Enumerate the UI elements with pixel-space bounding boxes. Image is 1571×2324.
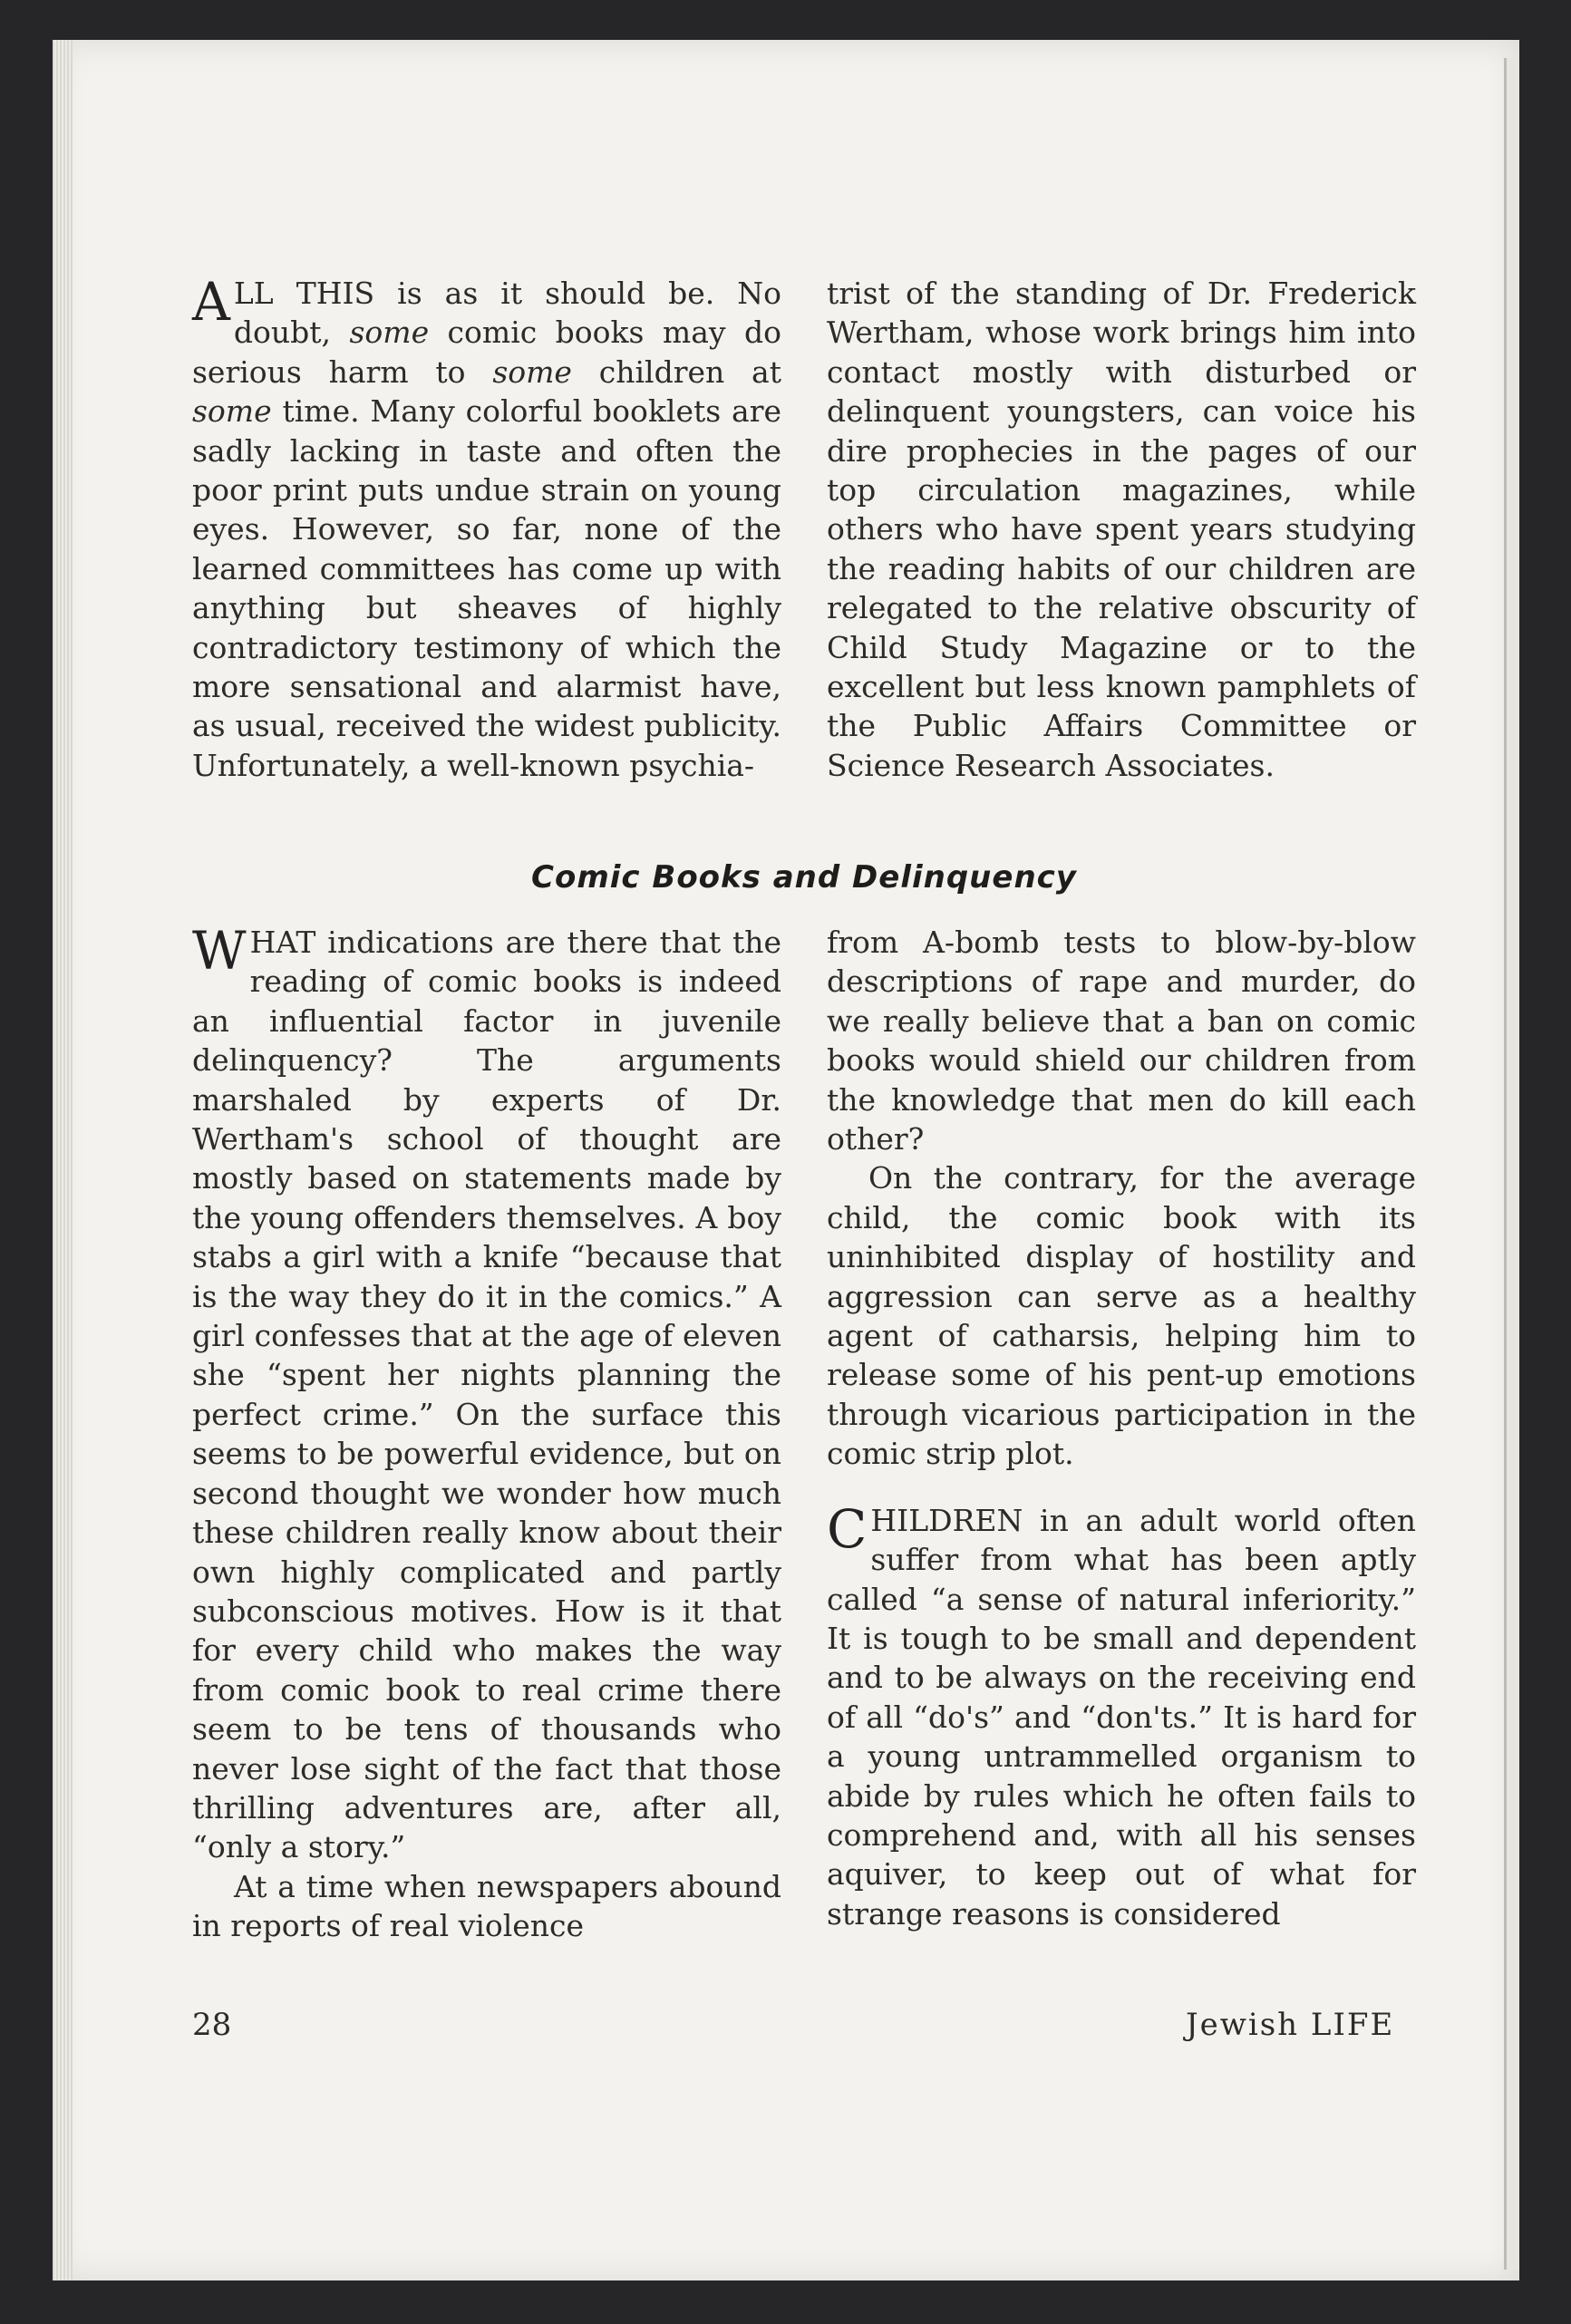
binding-gutter bbox=[1504, 58, 1519, 2270]
paragraph: At a time when newspapers abound in reports of real violence bbox=[192, 1868, 781, 1944]
column-bottom-left bbox=[192, 920, 781, 1946]
text-segment: children at bbox=[571, 353, 781, 390]
paragraph bbox=[827, 1497, 1416, 1933]
paragraph bbox=[192, 920, 781, 1867]
paragraph: On the contrary, for the average child, the comic book with its uninhibited display of hostility and aggression can serve as a healthy agent of catharsis, helping him to release some of his pent-up emotions through vicarious participation in the comic strip plot. bbox=[827, 1160, 1416, 1472]
emphasis: some bbox=[192, 393, 272, 430]
lead-in: HILDREN bbox=[870, 1502, 1023, 1538]
text-segment: time. Many colorful booklets are sadly lacking in taste and often the poor print puts undue strain on young eyes. However, so far, none of the learned committees has come up with anything but sheaves of highly contradictory testimony of which the more sensational and alarmist have, as usual, received the widest publicity. Unfortunately, a well-known psychia- bbox=[192, 393, 781, 783]
column-bottom-right bbox=[827, 923, 1416, 1933]
page-edge bbox=[53, 40, 73, 2280]
emphasis: some bbox=[349, 315, 430, 351]
lead-in: LL THIS bbox=[233, 276, 375, 311]
text-segment: is as it should be. No doubt, bbox=[233, 276, 782, 351]
emphasis: some bbox=[492, 353, 572, 390]
text-segment: in an adult world often suffer from what has been aptly called “a sense of natural inferiority.” It is tough to be small and dependent and to be always on the receiving end of all “do's” and “don'ts.” It is hard for a young untrammelled organism to abide by rules which he often fails to comprehend and, with all his senses aquiver, to keep out of what for strange reasons is considered bbox=[827, 1502, 1416, 1932]
lead-in: HAT bbox=[249, 925, 316, 960]
paragraph: trist of the standing of Dr. Frederick Wertham, whose work brings him into contact mostly with disturbed or delinquent youngsters, can voice his dire prophecies in the pages of our top circulation magazines, while others who have spent years studying the reading habits of our children are relegated to the relative obscurity of Child Study Magazine or to the excellent but less known pamphlets of the Public Affairs Committee or Science Research Associates. bbox=[827, 276, 1416, 783]
magazine-name: Jewish LIFE bbox=[1186, 2007, 1395, 2043]
column-top-right bbox=[827, 274, 1416, 785]
text-segment: comic books may do serious harm to bbox=[192, 315, 781, 390]
paragraph: from A-bomb tests to blow-by-blow descriptions of rape and murder, do we really believe that a ban on comic books would shield our children from the knowledge that men do kill each other? bbox=[827, 925, 1416, 1157]
drop-cap: A bbox=[192, 271, 230, 333]
drop-cap: C bbox=[827, 1497, 868, 1560]
page-number: 28 bbox=[192, 2007, 232, 2043]
column-top-left bbox=[192, 271, 782, 785]
paragraph bbox=[192, 271, 782, 785]
drop-cap: W bbox=[192, 920, 247, 982]
text-segment: indications are there that the reading of comic books is indeed an influential factor in juvenile delinquency? The arguments marshaled by experts of Dr. Wertham's school of thought are mostly based on statements made by the young offenders themselves. A boy stabs a girl with a knife “because that is the way they do it in the comics.” A girl confesses that at the age of eleven she “spent her nights planning the perfect crime.” On the surface this seems to be powerful evidence, but on second thought we wonder how much these children really know about their own highly complicated and partly subconscious motives. How is it that for every child who makes the way from comic book to real crime there seem to be tens of thousands who never lose sight of the fact that those thrilling adventures are, after all, “only a story.” bbox=[192, 925, 781, 1865]
section-heading: Comic Books and Delinquency bbox=[531, 859, 1077, 896]
